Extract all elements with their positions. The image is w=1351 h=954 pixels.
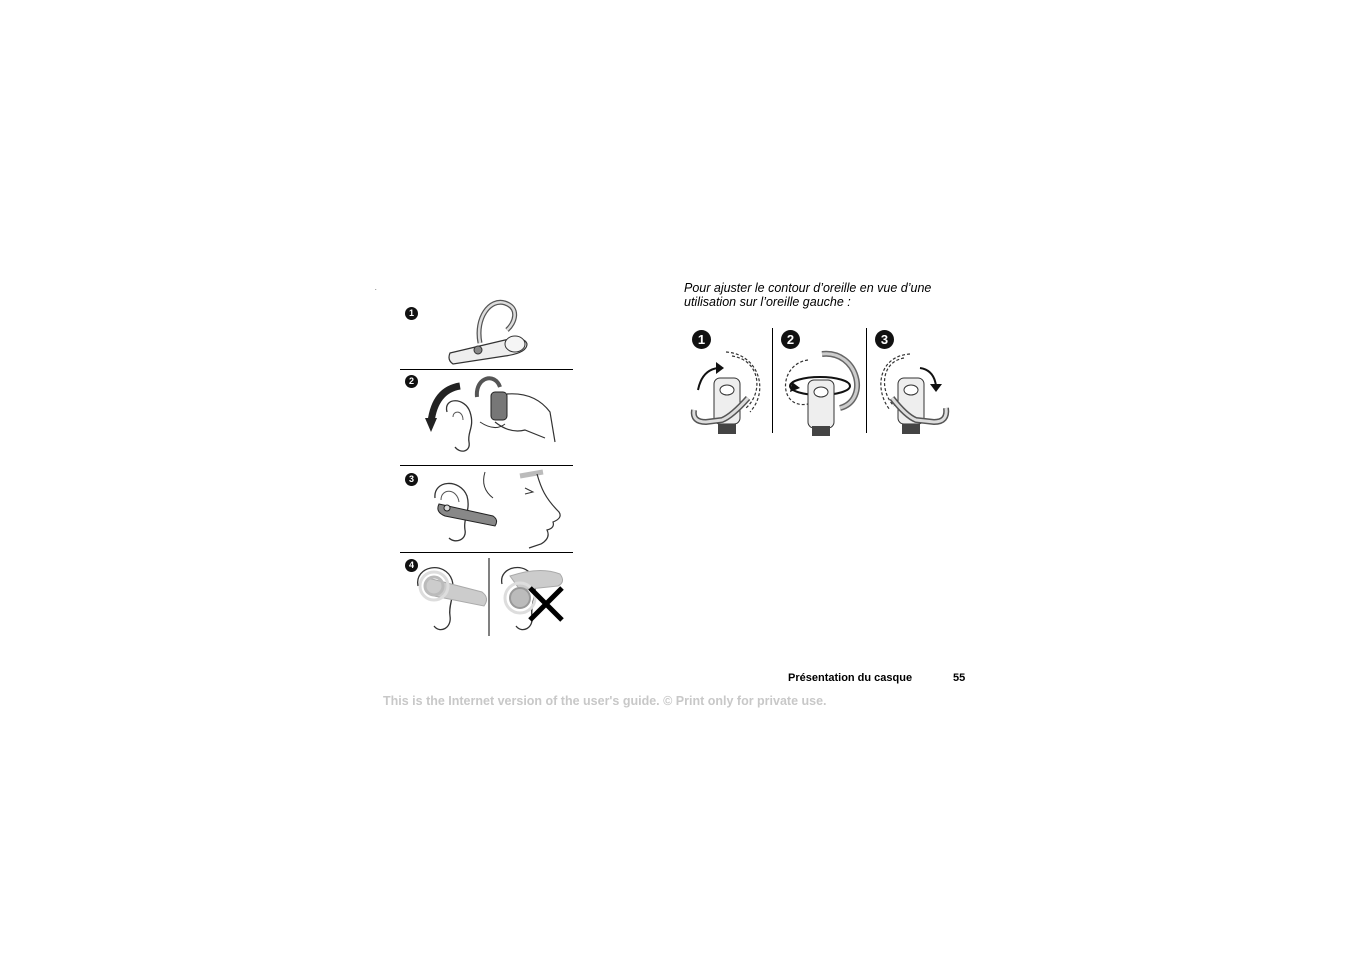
headset-worn-icon [425, 468, 565, 550]
step-divider [400, 369, 573, 370]
right-step-3-number: 3 [875, 330, 894, 349]
step-4-number: 4 [405, 559, 418, 572]
page-marker: . [375, 286, 377, 292]
step-3-number: 3 [405, 473, 418, 486]
intro-text: Pour ajuster le contour d’oreille en vue d’une utilisation sur l’oreille gauche : [684, 281, 932, 309]
step-divider [866, 328, 867, 433]
swing-earhook-over-icon [778, 350, 864, 438]
rotate-earhook-up-icon [688, 350, 768, 438]
watermark-text: This is the Internet version of the user's guide. © Print only for private use. [383, 694, 827, 708]
right-step-1-number: 1 [692, 330, 711, 349]
correct-incorrect-fit-icon [410, 556, 570, 638]
step-1-number: 1 [405, 307, 418, 320]
footer-section-title: Présentation du casque [788, 672, 913, 684]
headset-with-earhook-icon [445, 298, 535, 368]
right-step-2-number: 2 [781, 330, 800, 349]
attach-to-ear-icon [425, 372, 560, 464]
page-number: 55 [953, 672, 966, 684]
step-divider [772, 328, 773, 433]
step-2-number: 2 [405, 375, 418, 388]
rotate-earhook-down-icon [872, 350, 952, 438]
step-divider [400, 552, 573, 553]
step-divider [400, 465, 573, 466]
